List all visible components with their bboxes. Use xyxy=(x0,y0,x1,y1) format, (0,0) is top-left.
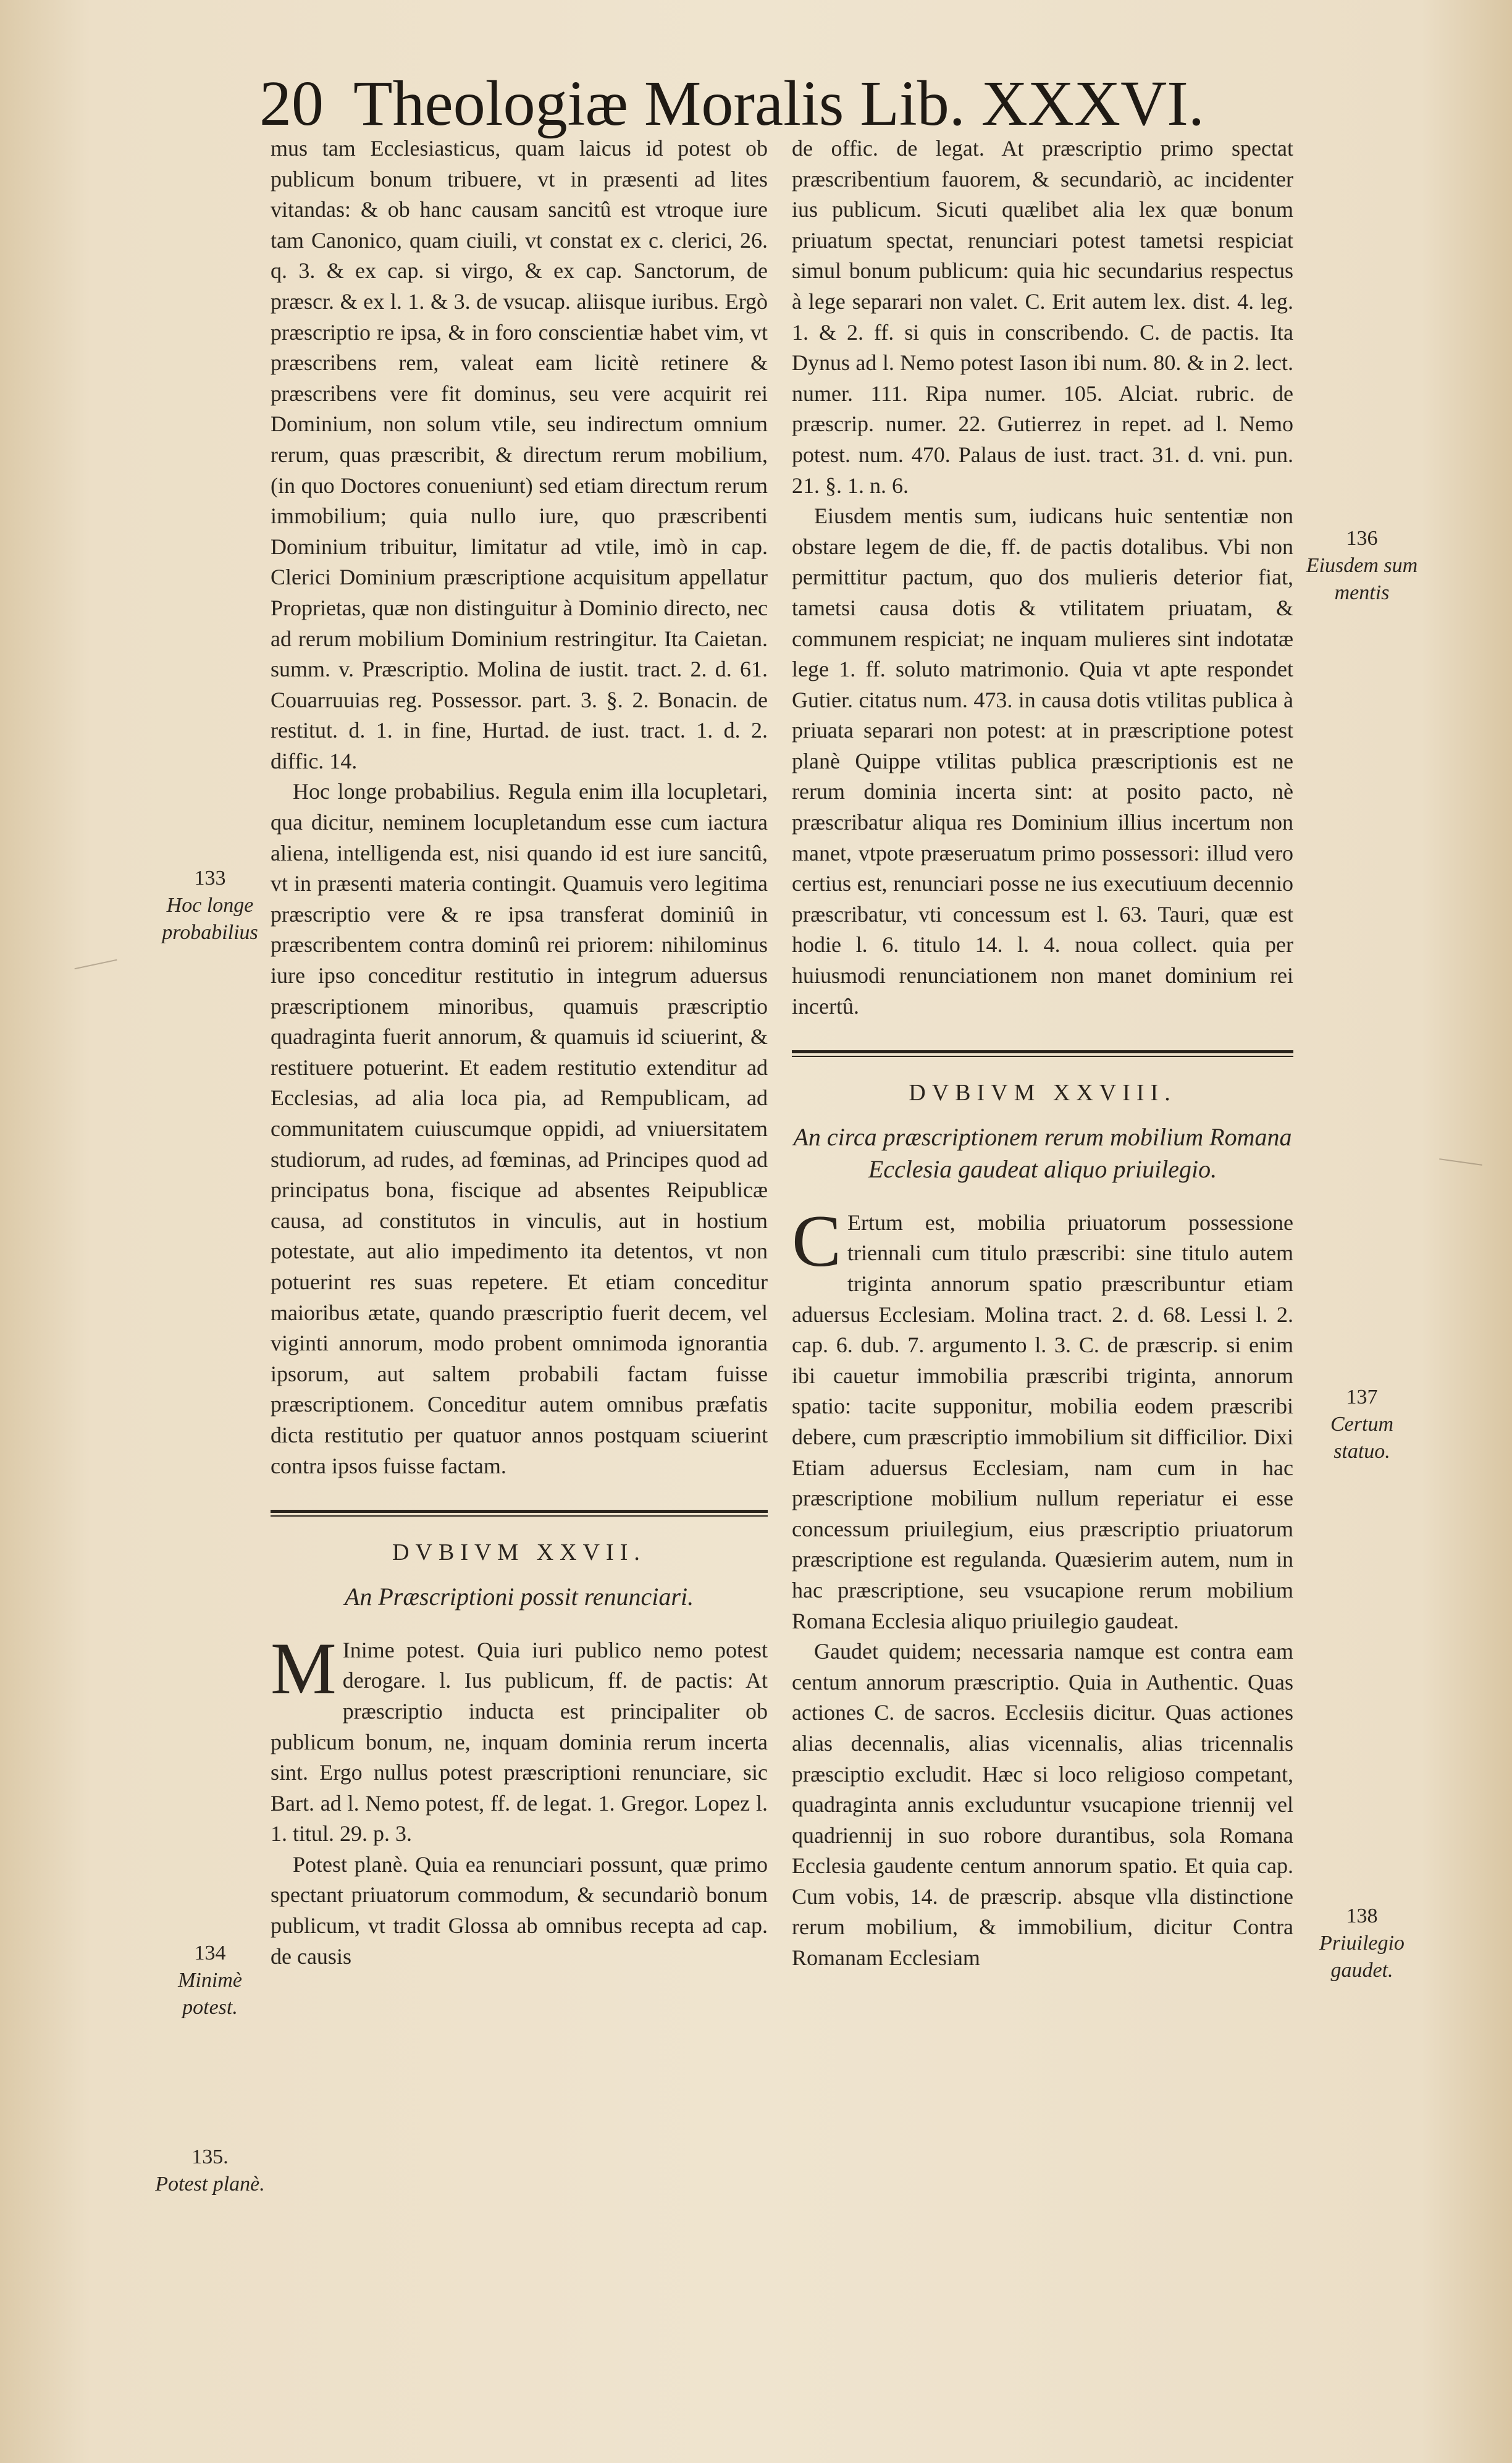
margin-note xyxy=(1303,525,1421,607)
right-column xyxy=(792,133,1293,1974)
paragraph: Potest planè. Quia ea renunciari possunt, quæ primo spectant priuatorum commodum, & secundariò bonum publicum, vt tradit Glossa ab omnibus recepta ad cap. de causis xyxy=(271,1851,768,1969)
margin-note-text: Priuilegio gaudet. xyxy=(1319,1932,1405,1982)
dubium-heading: DVBIVM XXVII. xyxy=(392,1539,646,1566)
drop-cap: C xyxy=(792,1199,842,1282)
paragraph: Gaudet quidem; necessaria namque est contra eam centum annorum præscriptio. Quia in Authentic. Quas actiones C. de sacros. Ecclesiis dicitur. Quas actiones alias decennalis, alias vicennalis, alias tricennalis præsciptio excludit. Hæc si loco religioso competant, quadraginta annis excluduntur vsucapione triennij vel quadriennij in suo robore durantibus, sola Romana Ecclesia gaudente centum annorum spatio. Et quia cap. Cum vobis, 14. de præscrip. absque vlla distinctione rerum mobilium, & immobilium, dicitur Contra Romanam Ecclesiam xyxy=(792,1639,1293,1971)
page-header xyxy=(259,67,1309,141)
margin-note-number: 134 xyxy=(194,1942,226,1964)
section-divider xyxy=(271,1510,768,1517)
paragraph-text: Inime potest. Quia iuri publico nemo potest derogare. l. Ius publicum, ff. de pactis: At præscriptio inducta est principaliter ob publicum bonum, ne, inquam dominia rerum incerta sint. Ergo nullus potest præscriptioni renunciare, sic Bart. ad l. Nemo potest, ff. de legat. 1. Gregor. Lopez l. 1. titul. 29. p. 3. xyxy=(271,1637,768,1846)
paragraph: mus tam Ecclesiasticus, quam laicus id potest ob publicum bonum tribuere, vt in præsenti ad lites vitandas: & ob hanc causam sancitû est vtroque iure tam Canonico, quam ciuili, vt constat ex c. clerici, 26. q. 3. & ex cap. si virgo, & ex cap. Sanctorum, de præscr. & ex l. 1. & 3. de vsucap. aliisque iuribus. Ergò præscriptio re ipsa, & in foro conscientiæ habet vim, vt præscribens rem, valeat eam licitè retinere & præscribens vere fit dominus, seu vere acquirit rei Dominium, non solum vtile, seu indirectum omnium rerum, quas præscribit, & directum rerum mobilium, (in quo Doctores conueniunt) sed etiam directum rerum immobilium; quia nullo iure, quo præscribenti Dominium tribuitur, limitatur ad vtile, imò in cap. Clerici Dominium præscriptione acquisitum appellatur Proprietas, quæ non distinguitur à Dominio directo, nec ad rerum mobilium Dominium restringitur. Ita Caietan. summ. v. Præscriptio. Molina de iustit. tract. 2. d. 61. Couarruuias reg. Possessor. part. 3. §. 2. Bonacin. de restitut. d. 1. in fine, Hurtad. de iust. tract. 1. d. 2. diffic. 14. xyxy=(271,136,768,773)
margin-note-text: Potest planè. xyxy=(155,2173,265,2196)
dubium-heading: DVBIVM XXVIII. xyxy=(909,1080,1177,1106)
paragraph-text: Ertum est, mobilia priuatorum possessione triennali cum titulo præscribi: sine titulo autem triginta annorum spatio præscribuntur etiam aduersus Ecclesiam. Molina tract. 2. d. 68. Lessi l. 2. cap. 6. dub. 7. argumento l. 3. C. de præscrip. si enim ibi cauetur immobilia præscribi triginta, annorum spatio: tacite supponitur, mobilia eodem præscribi debere, cum præscriptio immobilium sit difficilior. Dixi Etiam aduersus Ecclesiam, nam cum in hac præscriptione mobilium nullum reperiatur ei esse concessum priuilegium, eius præscriptio priuatorum præscriptione est regulanda. Quæsierim autem, num in hac præscriptione, seu vsucapione rerum mobilium Romana Ecclesia aliquo priuilegio gaudeat. xyxy=(792,1210,1293,1633)
dubium-question: An circa præscriptionem rerum mobilium Romana Ecclesia gaudeat aliquo priuilegio. xyxy=(793,1122,1292,1183)
margin-note xyxy=(154,2144,266,2198)
margin-note-text: Eiusdem sum mentis xyxy=(1306,554,1418,604)
margin-note xyxy=(154,1940,266,2021)
page-number: 20 xyxy=(259,68,324,139)
margin-note-number: 133 xyxy=(194,867,226,890)
paragraph xyxy=(271,1627,768,1850)
paragraph: de offic. de legat. At præscriptio primo spectat præscribentium fauorem, & secundariò, ac incidenter ius publicum. Sicuti quælibet alia lex quæ bonum priuatum spectat, renunciari potest tametsi respiciat simul bonum publicum: quia hic secundarius respectus à lege separari non valet. C. Erit autem lex. dist. 4. leg. 1. & 2. ff. si quis in conscribendo. C. de pactis. Ita Dynus ad l. Nemo potest Iason ibi num. 80. & in 2. lect. numer. 111. Ripa numer. 105. Alciat. rubric. de præscrip. numer. 22. Gutierrez in repet. ad l. Nemo potest. num. 470. Palaus de iust. tract. 31. d. vni. pun. 21. §. 1. n. 6. xyxy=(792,136,1293,498)
margin-note xyxy=(154,865,266,946)
margin-note-text: Hoc longe probabilius xyxy=(162,894,258,944)
paragraph: Hoc longe probabilius. Regula enim illa locupletari, qua dicitur, neminem locupletandum esse cum iactura aliena, intelligenda est, nisi quando id est iure sancitû, vt in præsenti materia contingit. Quamuis vero legitima præscriptio vere & re ipsa transferat dominiû in præscribentem contra dominû rei priorem: nihilominus iure ipso conceditur restitutio in integrum aduersus præscriptionem minoribus, quamuis præscriptio quadraginta fuerit annorum, & quamuis id sciuerint, & restituere potuerint. Et eadem restitutio extenditur ad Ecclesias, ad alia loca pia, ad Rempublicam, ad communitatem cuiuscumque oppidi, ad vniuersitatem studiorum, ad rudes, ad fœminas, ad Principes quod ad principatus bona, fiscique ad absentes Reipublicæ causa, ad constitutos in vinculis, aut in hostium potestate, aut alio impedimento ita detentos, vt non potuerint res suas repetere. Et etiam conceditur maioribus ætate, quando præscriptio fuerit decem, vel viginti annorum, modo probent omnimoda ignorantia ipsorum, aut saltem probabili factam fuisse præscriptionem. Conceditur autem omnibus præfatis dicta restitutio per quatuor annos postquam sciuerint contra ipsos fuisse factam. xyxy=(271,779,768,1478)
drop-cap: M xyxy=(271,1627,337,1709)
paragraph: Eiusdem mentis sum, iudicans huic sententiæ non obstare legem de die, ff. de pactis dotalibus. Vbi non permittitur pactum, quo dos mulieris deterior fiat, tametsi causa dotis & vtilitatem priuatam, & communem respiciat; ne inquam mulieres sint indotatæ lege 1. ff. soluto matrimonio. Quia vt apte respondet Gutier. citatus num. 473. in causa dotis vtilitas publica à priuata separari non potest: at in præscriptione potest planè Quippe vtilitas publica præscriptionis est ne rerum dominia incerta sint: at posito pacto, nè præscribatur aliqua res Dominium illius incertum non manet, vtpote præseruatum primo possessori: illud vero certius est, renunciari posse ne ius executiuum decennio præscribatur, vti concessum est l. 63. Tauri, quæ est hodie l. 6. titulo 14. l. 4. noua collect. quia per huiusmodi renunciationem non manet dominium rei incertû. xyxy=(792,503,1293,1019)
margin-note-text: Minimè potest. xyxy=(178,1969,242,2019)
dubium-question: An Præscriptioni possit renunciari. xyxy=(344,1582,694,1610)
margin-note-number: 137 xyxy=(1346,1386,1378,1408)
margin-note-number: 138 xyxy=(1346,1905,1378,1927)
running-title: Theologiæ Moralis Lib. XXXVI. xyxy=(353,68,1204,139)
margin-note-number: 135. xyxy=(191,2145,229,2168)
left-column xyxy=(271,133,768,1972)
margin-note xyxy=(1303,1384,1421,1465)
margin-note-text: Certum statuo. xyxy=(1330,1413,1393,1463)
paper-mark xyxy=(75,959,117,970)
margin-note xyxy=(1303,1903,1421,1984)
paragraph xyxy=(792,1199,1293,1636)
section-divider xyxy=(792,1050,1293,1057)
paper-mark xyxy=(1439,1158,1482,1166)
margin-note-number: 136 xyxy=(1346,527,1378,550)
